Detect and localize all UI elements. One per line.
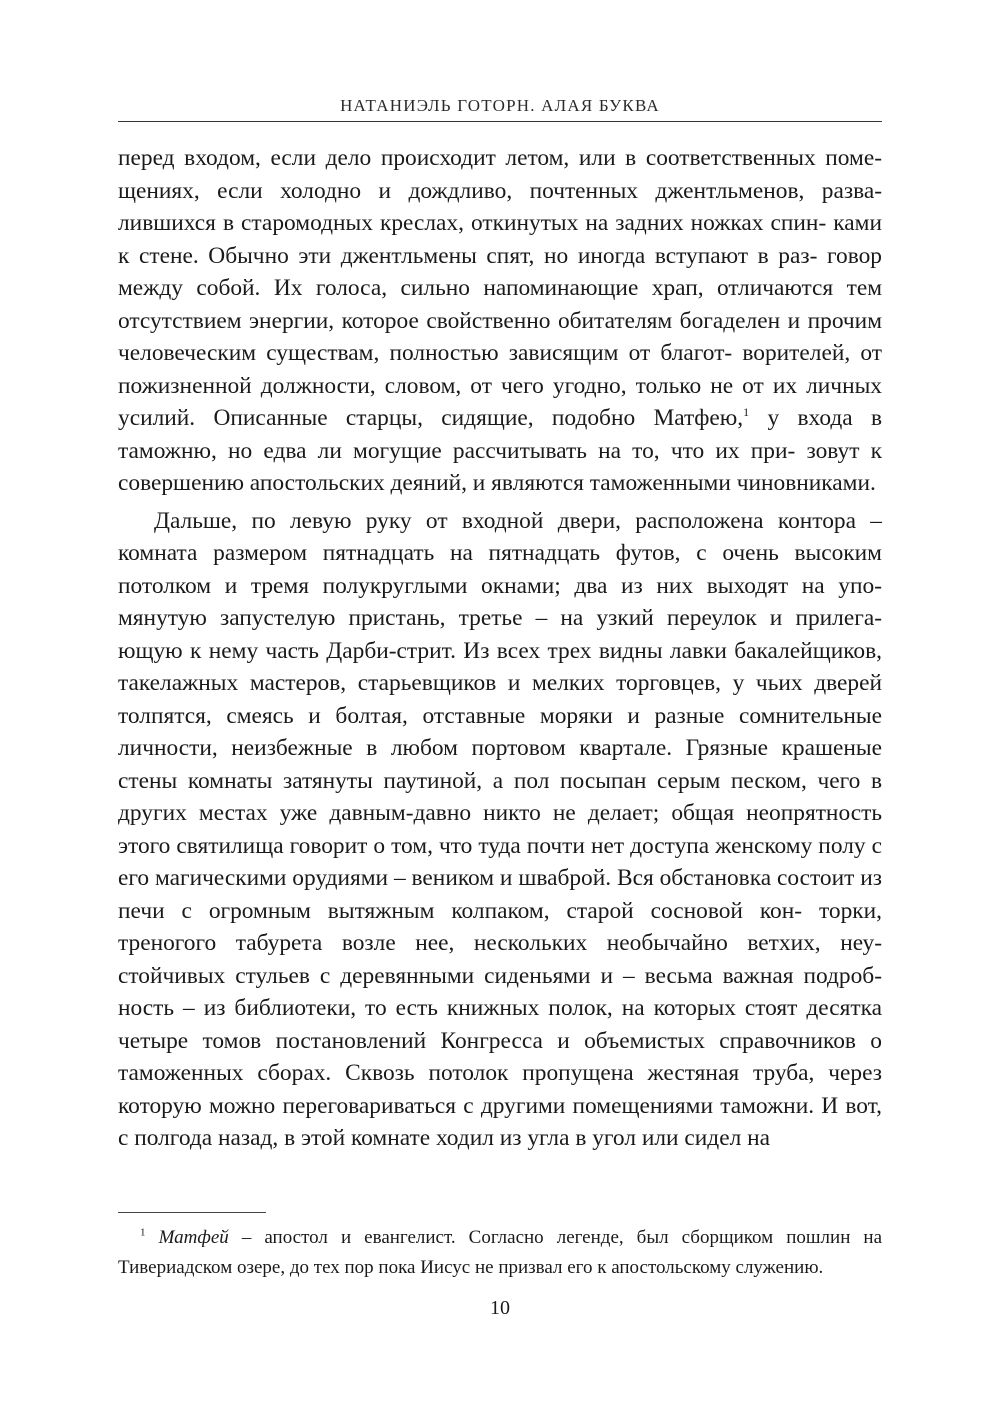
body-text bbox=[118, 142, 882, 1155]
page-number: 10 bbox=[490, 1297, 510, 1319]
header-rule bbox=[118, 121, 882, 122]
footnote-reference: 1 bbox=[743, 405, 750, 420]
paragraph-1-text-a: перед входом, если дело происходит летом, или в соответственных поме- щениях, если холодно и дождливо, почтенных джентльменов, разва- лившихся в старомодных креслах, откинутых на задних ножках спин- ками к стене. Обычно эти джентльмены спят, но иногда вступают в раз- говор между собой. Их голоса, сильно напоминающие храп, отличаются тем отсутствием энергии, которое свойственно обитателям богаделен и прочим человеческим существам, полностью зависящим от благот- ворителей, от пожизненной должности, словом, от чего угодно, только не от их личных усилий. Описанные старцы, сидящие, подобно Матфею, bbox=[118, 145, 882, 431]
footnote bbox=[118, 1223, 882, 1283]
footnote-text: – апостол и евангелист. Согласно легенде, был сборщиком пошлин на Тивериадском озере, до тех пор пока Иисус не призвал его к апостольскому служению. bbox=[118, 1227, 883, 1278]
paragraph-1-text-b: у входа в таможню, но едва ли могущие рассчитывать на то, что их при- зовут к совершению апостольских деяний, и являются таможенными чиновниками. bbox=[118, 405, 882, 496]
running-head: НАТАНИЭЛЬ ГОТОРН. АЛАЯ БУКВА bbox=[340, 96, 660, 115]
footnote-marker: 1 bbox=[140, 1226, 146, 1239]
paragraph-1 bbox=[118, 142, 882, 500]
paragraph-2: Дальше, по левую руку от входной двери, расположена контора – комната размером пятнадцать на пятнадцать футов, с очень высоким потолком и тремя полукруглыми окнами; два из них выходят на упо- мянутую запустелую пристань, третье – на узкий переулок и прилега- ющую к нему часть Дарби-стрит. Из всех трех видны лавки бакалейщиков, такелажных мастеров, старьевщиков и мелких торговцев, у чьих дверей толпятся, смеясь и болтая, отставные моряки и разные сомнительные личности, неизбежные в любом портовом квартале. Грязные крашеные стены комнаты затянуты паутиной, а пол посыпан серым песком, чего в других местах уже давным-давно никто не делает; общая неопрятность этого святилища говорит о том, что туда почти нет доступа женскому полу с его магическими орудиями – веником и шваброй. Вся обстановка состоит из печи с огромным вытяжным колпаком, старой сосновой кон- торки, треногого табурета возле нее, нескольких необычайно ветхих, неу- стойчивых стульев с деревянными сиденьями и – весьма важная подроб- ность – из библиотеки, то есть книжных полок, на которых стоят десятка четыре томов постановлений Конгресса и объемистых справочников о таможенных сборах. Сквозь потолок пропущена жестяная труба, через которую можно переговариваться с другими помещениями таможни. И вот, с полгода назад, в этой комнате ходил из угла в угол или сидел на bbox=[118, 507, 882, 1151]
footnote-term: Матфей bbox=[158, 1227, 229, 1248]
footnote-rule bbox=[118, 1212, 266, 1213]
